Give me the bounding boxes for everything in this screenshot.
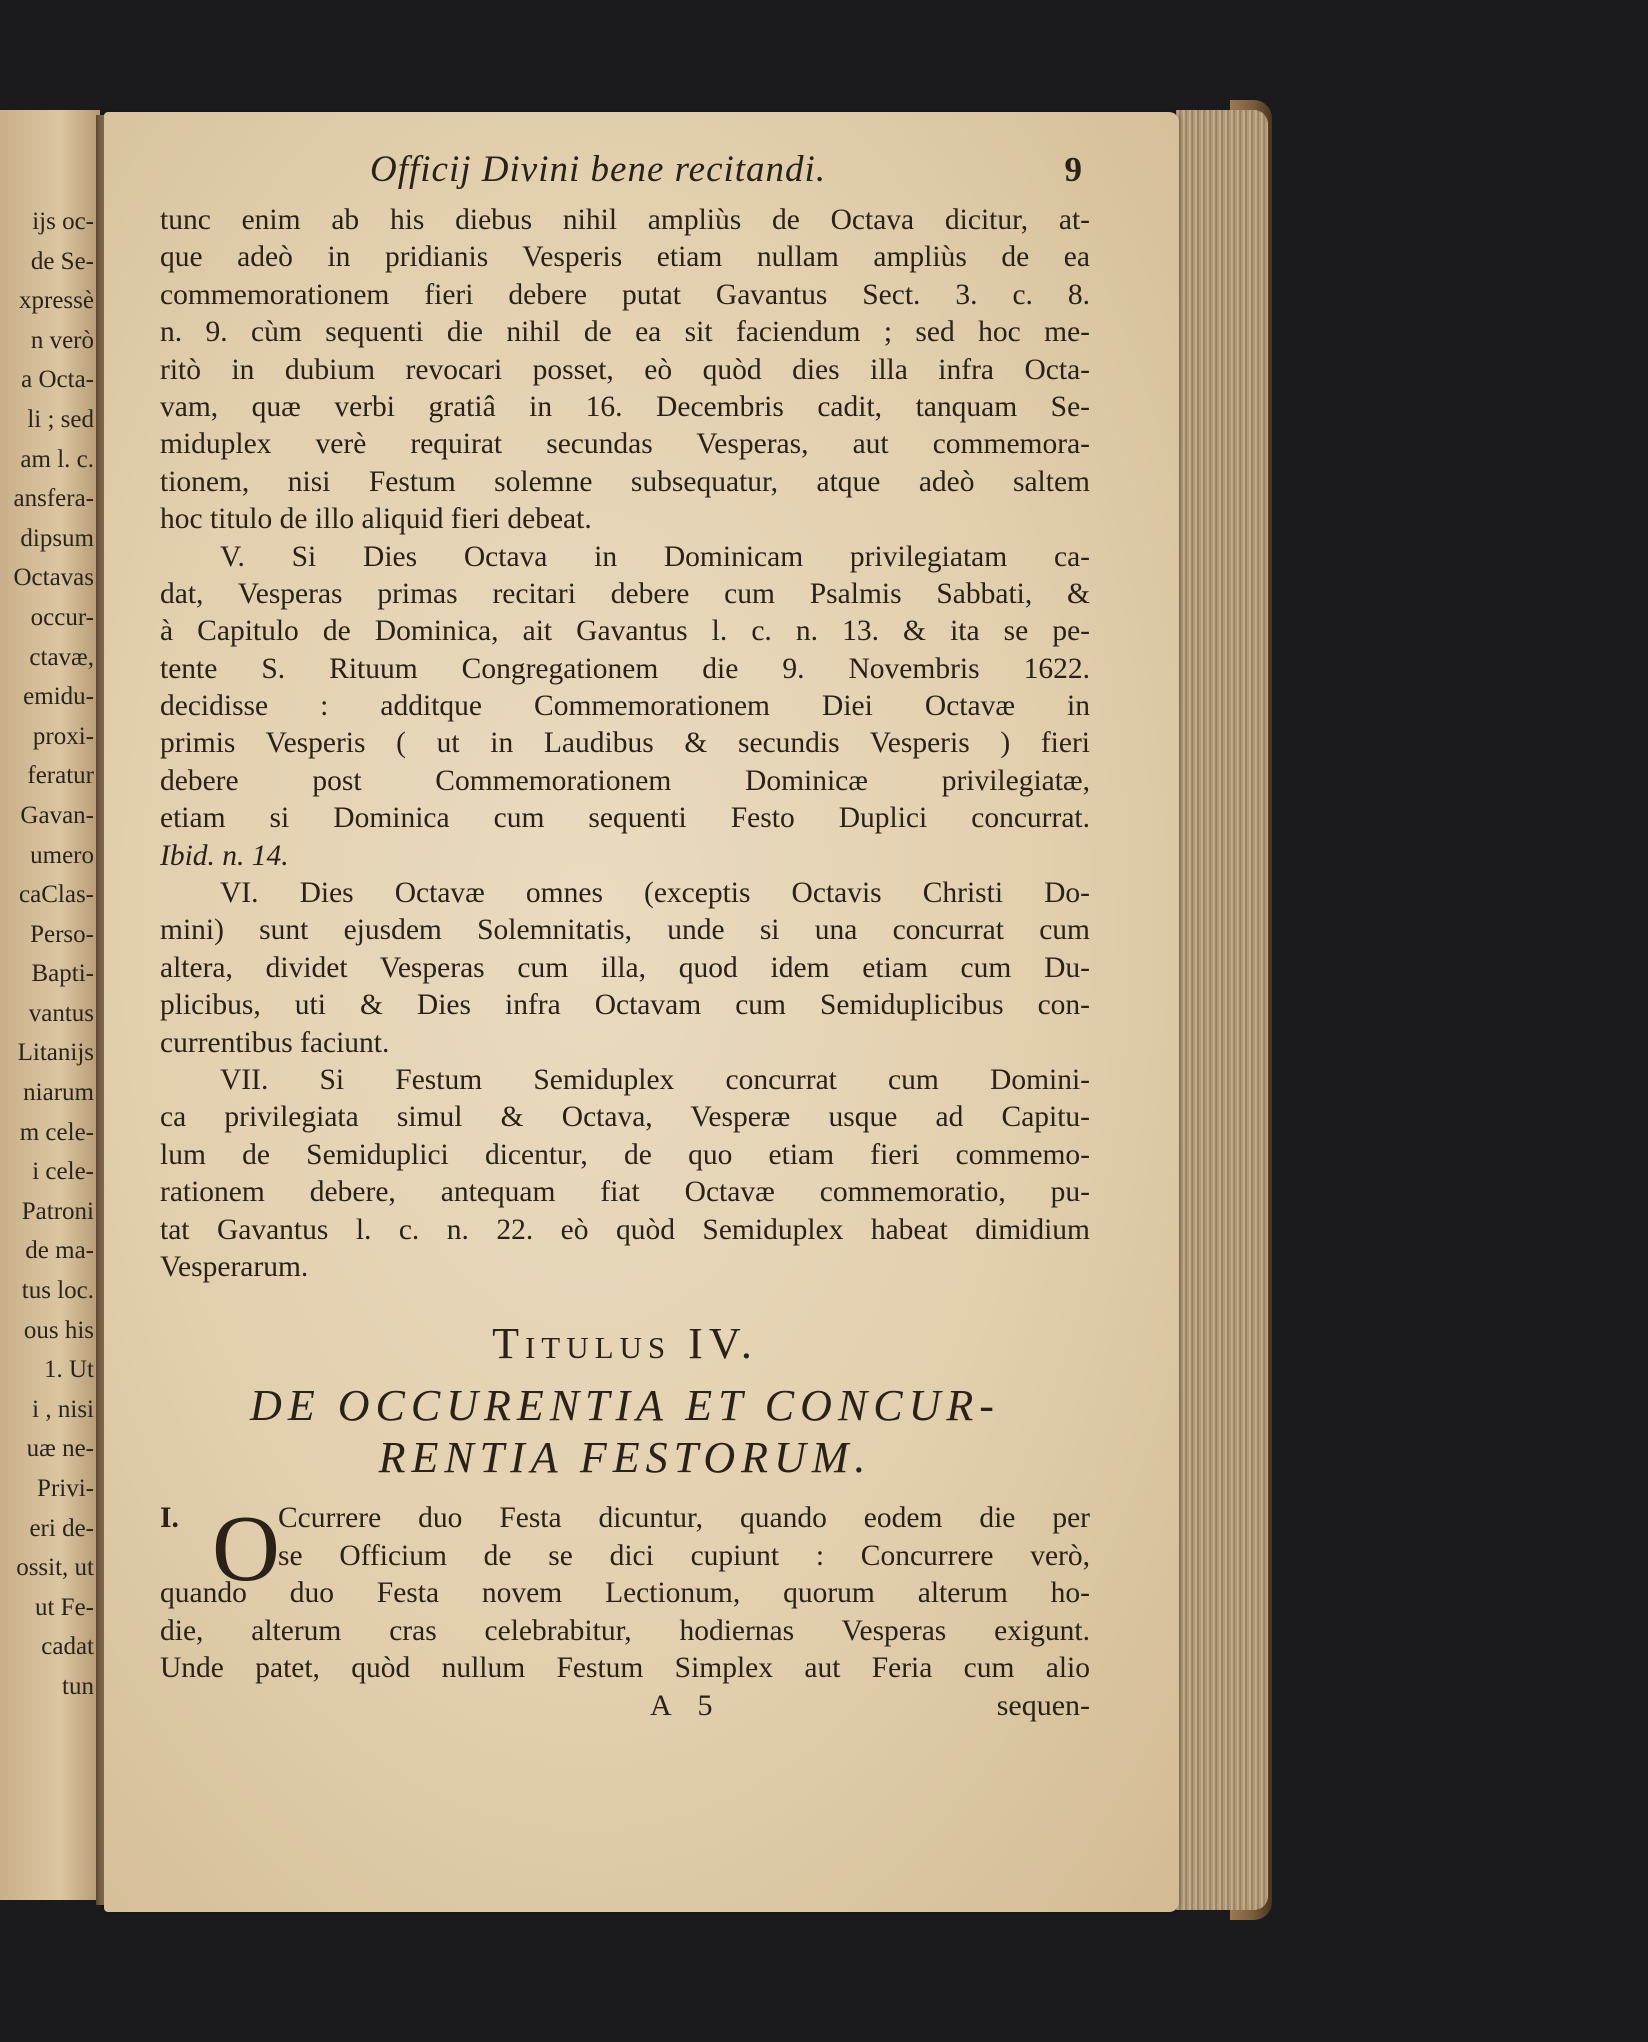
body-text bbox=[160, 202, 1090, 1286]
left-line: m cele- bbox=[19, 1118, 94, 1146]
text-line: die, alterum cras celebrabitur, hodiernas Vesperas exigunt. bbox=[160, 1614, 1090, 1647]
section-paragraph bbox=[160, 1497, 1090, 1687]
text-line: mini) sunt ejusdem Solemnitatis, unde si una concurrat cum bbox=[160, 914, 1090, 947]
text-line: quando duo Festa novem Lectionum, quorum alterum ho- bbox=[160, 1577, 1090, 1610]
left-line: proxi- bbox=[32, 722, 94, 750]
text-line: à Capitulo de Dominica, ait Gavantus l. c. n. 13. & ita se pe- bbox=[160, 615, 1090, 648]
text-line: etiam si Dominica cum sequenti Festo Duplici concurrat. bbox=[160, 802, 1090, 835]
left-line: ous his bbox=[23, 1316, 94, 1344]
text-line: ca privilegiata simul & Octava, Vesperæ usque ad Capitu- bbox=[160, 1101, 1090, 1134]
text-line: Ibid. n. 14. bbox=[160, 839, 289, 872]
text-line: commemorationem fieri debere putat Gavantus Sect. 3. c. 8. bbox=[160, 278, 1090, 311]
left-line: cadat bbox=[41, 1633, 94, 1661]
text-line: primis Vesperis ( ut in Laudibus & secundis Vesperis ) fieri bbox=[160, 727, 1090, 760]
text-line: currentibus faciunt. bbox=[160, 1026, 390, 1059]
text-line: ritò in dubium revocari posset, eò quòd dies illa infra Octa- bbox=[160, 353, 1090, 386]
text-line: V. Si Dies Octava in Dominicam privilegiatam ca- bbox=[220, 540, 1090, 573]
left-line: uæ ne- bbox=[26, 1435, 94, 1463]
text-line: dat, Vesperas primas recitari debere cum Psalmis Sabbati, & bbox=[160, 577, 1090, 610]
text-line: vam, quæ verbi gratiâ in 16. Decembris cadit, tanquam Se- bbox=[160, 390, 1090, 423]
left-line: li ; sed bbox=[27, 405, 94, 433]
text-line: tat Gavantus l. c. n. 22. eò quòd Semiduplex habeat dimidium bbox=[160, 1213, 1090, 1246]
section-title-block bbox=[160, 1308, 1090, 1484]
text-line: Vesperarum. bbox=[160, 1250, 309, 1283]
section-subtitle: DE OCCURENTIA ET CONCUR- bbox=[250, 1381, 1000, 1431]
left-line: 1. Ut bbox=[44, 1356, 94, 1384]
text-line: decidisse : additque Commemorationem Diei Octavæ in bbox=[160, 690, 1090, 723]
text-line: altera, dividet Vesperas cum illa, quod idem etiam cum Du- bbox=[160, 951, 1090, 984]
text-line: Ccurrere duo Festa dicuntur, quando eodem die per bbox=[278, 1502, 1090, 1535]
text-line: tunc enim ab his diebus nihil ampliùs de Octava dicitur, at- bbox=[160, 204, 1090, 236]
left-line: de ma- bbox=[25, 1237, 94, 1265]
left-line: de Se- bbox=[30, 247, 94, 275]
left-line: emidu- bbox=[23, 683, 94, 711]
text-line: debere post Commemorationem Dominicæ privilegiatæ, bbox=[160, 764, 1090, 797]
left-line: umero bbox=[30, 841, 94, 869]
text-line: tionem, nisi Festum solemne subsequatur, atque adeò saltem bbox=[160, 465, 1090, 498]
left-line: a Octa- bbox=[21, 366, 94, 394]
left-line: xpressè bbox=[19, 287, 94, 315]
text-line: Unde patet, quòd nullum Festum Simplex aut Feria cum alio bbox=[160, 1651, 1090, 1684]
left-line: Gavan- bbox=[20, 801, 94, 829]
left-line: Octavas bbox=[13, 564, 94, 592]
page-number: 9 bbox=[1064, 150, 1082, 189]
text-line: que adeò in pridianis Vesperis etiam nullam ampliùs de ea bbox=[160, 241, 1090, 274]
page-text bbox=[160, 140, 1090, 1729]
catchword: sequen- bbox=[996, 1689, 1090, 1723]
left-line: i cele- bbox=[32, 1158, 94, 1186]
left-line: i , nisi bbox=[32, 1395, 94, 1423]
drop-cap: O bbox=[212, 1497, 280, 1602]
left-line: Litanijs bbox=[17, 1039, 94, 1067]
text-line: VI. Dies Octavæ omnes (exceptis Octavis Christi Do- bbox=[220, 877, 1090, 910]
page-footer bbox=[160, 1689, 1090, 1729]
left-line: tus loc. bbox=[21, 1277, 94, 1305]
left-line: occur- bbox=[30, 603, 94, 631]
page-edges bbox=[1176, 110, 1268, 1910]
left-line: niarum bbox=[23, 1079, 94, 1107]
left-line: am l. c. bbox=[20, 445, 94, 473]
left-line: Perso- bbox=[30, 920, 94, 948]
left-line: caClas- bbox=[19, 881, 94, 909]
left-line: ctavæ, bbox=[29, 643, 94, 671]
left-line: vantus bbox=[28, 999, 94, 1027]
left-line: Privi- bbox=[37, 1475, 94, 1502]
left-line: Patroni bbox=[21, 1197, 94, 1225]
text-line: n. 9. cùm sequenti die nihil de ea sit faciendum ; sed hoc me- bbox=[160, 316, 1090, 349]
section-subtitle: RENTIA FESTORUM. bbox=[378, 1433, 872, 1483]
signature-mark: A 5 bbox=[650, 1689, 723, 1723]
left-line: eri de- bbox=[29, 1514, 94, 1542]
section-number: I. bbox=[160, 1502, 179, 1535]
text-line: se Officium de se dici cupiunt : Concurrere verò, bbox=[278, 1539, 1090, 1572]
left-line: dipsum bbox=[20, 524, 94, 552]
page-header bbox=[160, 140, 1090, 202]
left-line: Bapti- bbox=[31, 960, 94, 988]
left-line: feratur bbox=[27, 762, 94, 790]
left-line: ut Fe- bbox=[34, 1593, 94, 1621]
text-line: tente S. Rituum Congregationem die 9. Novembris 1622. bbox=[160, 652, 1090, 685]
running-head: Officij Divini bene recitandi. bbox=[370, 149, 827, 190]
left-page-lines bbox=[0, 202, 94, 1707]
left-line: ossit, ut bbox=[16, 1554, 94, 1582]
text-line: plicibus, uti & Dies infra Octavam cum Semiduplicibus con- bbox=[160, 989, 1090, 1022]
left-line: n verò bbox=[30, 326, 94, 354]
left-line: ijs oc- bbox=[32, 208, 94, 235]
text-line: VII. Si Festum Semiduplex concurrat cum Domini- bbox=[220, 1063, 1090, 1096]
text-line: lum de Semiduplici dicentur, de quo etiam fieri commemo- bbox=[160, 1138, 1090, 1171]
section-title: Titulus IV. bbox=[492, 1319, 758, 1369]
left-line: tun bbox=[62, 1672, 94, 1700]
left-line: ansfera- bbox=[13, 485, 94, 513]
left-page-fragment bbox=[0, 110, 100, 1900]
text-line: hoc titulo de illo aliquid fieri debeat. bbox=[160, 503, 592, 536]
text-line: rationem debere, antequam fiat Octavæ commemoratio, pu- bbox=[160, 1176, 1090, 1209]
text-line: miduplex verè requirat secundas Vesperas, aut commemora- bbox=[160, 428, 1090, 461]
